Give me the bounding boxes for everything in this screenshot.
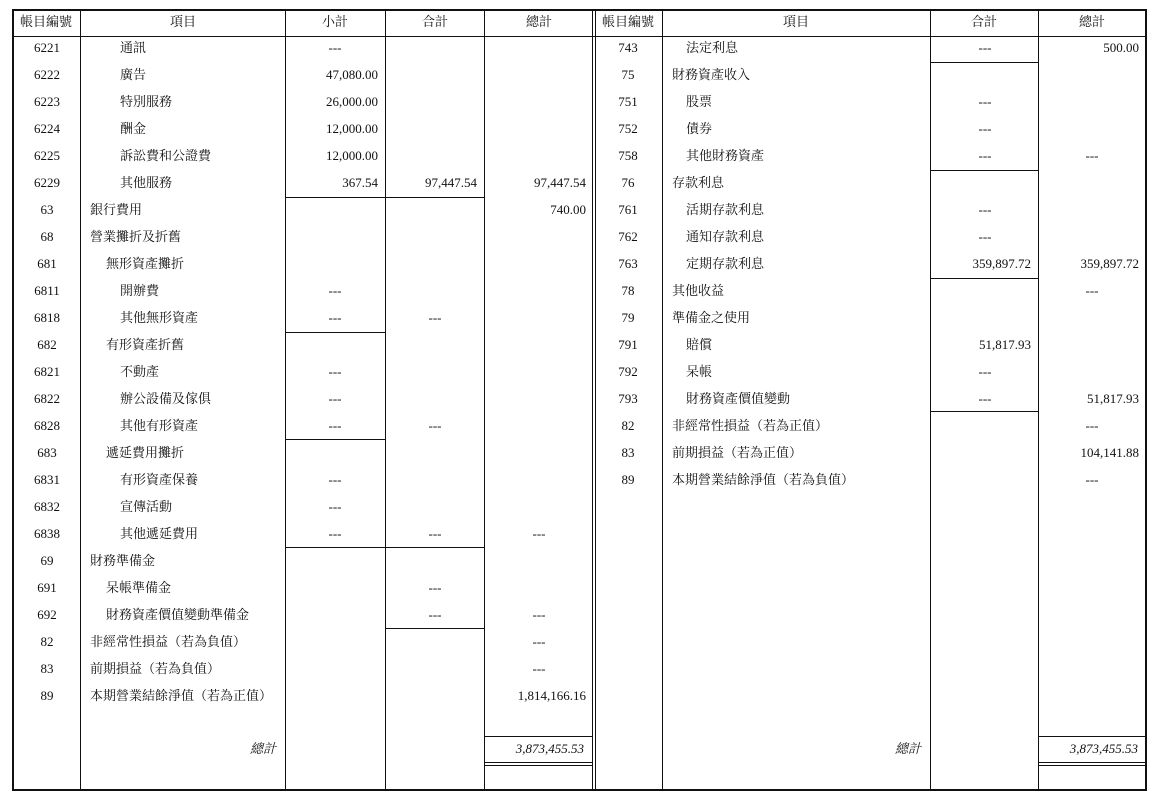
row-account-code: 76: [621, 175, 635, 190]
row-item-label: 有形資產折舊: [106, 337, 185, 352]
row-item-label: 呆帳準備金: [106, 580, 172, 595]
row-sum: 359,897.72: [972, 256, 1031, 271]
group-separator-rule: [286, 547, 385, 548]
group-separator-rule: [931, 62, 1038, 63]
footer-grand-total: 3,873,455.53: [1069, 741, 1138, 756]
row-item-label: 定期存款利息: [686, 256, 765, 271]
row-item-label: 本期營業結餘淨值（若為負值）: [672, 472, 855, 487]
row-item-label: 遞延費用攤折: [106, 445, 185, 460]
row-account-code: 681: [37, 256, 57, 271]
row-sum: ---: [428, 418, 442, 433]
header-item: 項目: [169, 14, 197, 29]
row-item-label: 活期存款利息: [686, 202, 765, 217]
row-item-label: 宣傳活動: [120, 499, 173, 514]
row-item-label: 營業攤折及折舊: [90, 229, 182, 244]
column-divider: [484, 9, 485, 791]
row-sum: ---: [428, 580, 442, 595]
column-divider: [1145, 9, 1147, 791]
row-account-code: 691: [37, 580, 57, 595]
row-item-label: 前期損益（若為負值）: [90, 661, 221, 676]
row-total: ---: [532, 607, 546, 622]
footer-grand-total: 3,873,455.53: [515, 741, 584, 756]
row-account-code: 751: [618, 94, 638, 109]
row-account-code: 743: [618, 40, 638, 55]
group-separator-rule: [386, 547, 484, 548]
header-total: 總計: [1078, 14, 1106, 29]
grand-total-double-rule: [485, 765, 592, 766]
row-total: ---: [1085, 418, 1099, 433]
row-account-code: 83: [40, 661, 54, 676]
row-sum: 51,817.93: [979, 337, 1031, 352]
row-account-code: 793: [618, 391, 638, 406]
column-divider: [595, 9, 596, 791]
row-item-label: 前期損益（若為正值）: [672, 445, 803, 460]
column-divider: [12, 9, 14, 791]
row-subtotal: ---: [328, 40, 342, 55]
column-divider: [930, 9, 931, 791]
row-account-code: 6224: [34, 121, 60, 136]
row-sum: 97,447.54: [425, 175, 477, 190]
row-account-code: 761: [618, 202, 638, 217]
row-item-label: 準備金之使用: [672, 310, 751, 325]
row-subtotal: 47,080.00: [326, 67, 378, 82]
row-sum: ---: [978, 94, 992, 109]
header-item: 項目: [782, 14, 810, 29]
row-item-label: 辦公設備及傢俱: [120, 391, 212, 406]
column-divider: [80, 9, 81, 791]
row-account-code: 762: [618, 229, 638, 244]
row-account-code: 6822: [34, 391, 60, 406]
footer-total-label: 總計: [249, 741, 276, 756]
row-sum: ---: [428, 310, 442, 325]
row-account-code: 6821: [34, 364, 60, 379]
row-sum: ---: [978, 148, 992, 163]
row-account-code: 6221: [34, 40, 60, 55]
row-total: 1,814,166.16: [517, 688, 586, 703]
grand-total-double-rule: [1039, 765, 1145, 766]
row-sum: ---: [978, 40, 992, 55]
row-account-code: 792: [618, 364, 638, 379]
group-separator-rule: [931, 170, 1038, 171]
row-account-code: 68: [40, 229, 54, 244]
row-account-code: 6811: [34, 283, 60, 298]
row-item-label: 有形資產保養: [120, 472, 199, 487]
row-sum: ---: [978, 229, 992, 244]
group-separator-rule: [386, 197, 484, 198]
column-divider: [662, 9, 663, 791]
row-account-code: 682: [37, 337, 57, 352]
row-subtotal: ---: [328, 364, 342, 379]
table-bottom-border: [12, 789, 1146, 791]
row-account-code: 6229: [34, 175, 60, 190]
table-top-border: [12, 9, 1146, 11]
row-subtotal: 367.54: [342, 175, 378, 190]
row-account-code: 89: [40, 688, 54, 703]
row-item-label: 其他遞延費用: [120, 526, 199, 541]
row-account-code: 82: [621, 418, 635, 433]
row-account-code: 6828: [34, 418, 60, 433]
row-item-label: 特別服務: [120, 94, 173, 109]
header-sum: 合計: [970, 14, 998, 29]
header-total: 總計: [525, 14, 553, 29]
row-subtotal: ---: [328, 418, 342, 433]
row-total: 359,897.72: [1080, 256, 1139, 271]
row-account-code: 78: [621, 283, 635, 298]
column-divider: [592, 9, 593, 791]
row-item-label: 財務資產價值變動: [686, 391, 791, 406]
row-item-label: 通訊: [120, 40, 147, 55]
row-item-label: 無形資產攤折: [106, 256, 185, 271]
column-divider: [1038, 9, 1039, 791]
row-subtotal: ---: [328, 472, 342, 487]
row-account-code: 692: [37, 607, 57, 622]
row-subtotal: ---: [328, 283, 342, 298]
row-total: 97,447.54: [534, 175, 586, 190]
row-sum: ---: [978, 364, 992, 379]
row-item-label: 通知存款利息: [686, 229, 765, 244]
row-account-code: 752: [618, 121, 638, 136]
row-subtotal: ---: [328, 526, 342, 541]
row-sum: ---: [428, 526, 442, 541]
row-total: 51,817.93: [1087, 391, 1139, 406]
row-account-code: 6222: [34, 67, 60, 82]
row-account-code: 791: [618, 337, 638, 352]
row-item-label: 法定利息: [686, 40, 739, 55]
row-account-code: 79: [621, 310, 635, 325]
row-subtotal: ---: [328, 499, 342, 514]
row-item-label: 訴訟費和公證費: [120, 148, 212, 163]
row-subtotal: 26,000.00: [326, 94, 378, 109]
row-total: ---: [532, 661, 546, 676]
footer-total-label: 總計: [894, 741, 921, 756]
row-total: ---: [1085, 148, 1099, 163]
row-account-code: 69: [40, 553, 54, 568]
group-separator-rule: [386, 628, 484, 629]
row-item-label: 開辦費: [120, 283, 160, 298]
group-separator-rule: [931, 278, 1038, 279]
row-total: ---: [1085, 472, 1099, 487]
row-total: 500.00: [1103, 40, 1139, 55]
header-subtotal: 小計: [321, 14, 349, 29]
row-sum: ---: [978, 202, 992, 217]
row-account-code: 763: [618, 256, 638, 271]
row-subtotal: 12,000.00: [326, 148, 378, 163]
row-account-code: 63: [40, 202, 54, 217]
row-account-code: 89: [621, 472, 635, 487]
row-sum: ---: [978, 121, 992, 136]
grand-total-top-rule: [1039, 736, 1145, 737]
row-item-label: 非經常性損益（若為正值）: [672, 418, 829, 433]
grand-total-double-rule: [1039, 762, 1145, 763]
row-item-label: 呆帳: [686, 364, 713, 379]
group-separator-rule: [286, 439, 385, 440]
row-account-code: 82: [40, 634, 54, 649]
row-subtotal: 12,000.00: [326, 121, 378, 136]
row-item-label: 其他財務資產: [686, 148, 765, 163]
row-total: ---: [1085, 283, 1099, 298]
row-subtotal: ---: [328, 310, 342, 325]
header-account-code: 帳目編號: [19, 14, 73, 29]
group-separator-rule: [286, 197, 385, 198]
row-subtotal: ---: [328, 391, 342, 406]
row-account-code: 6831: [34, 472, 60, 487]
row-sum: ---: [428, 607, 442, 622]
row-item-label: 本期營業結餘淨值（若為正值）: [90, 688, 273, 703]
row-sum: ---: [978, 391, 992, 406]
row-total: ---: [532, 634, 546, 649]
row-item-label: 其他有形資產: [120, 418, 199, 433]
group-separator-rule: [931, 411, 1038, 412]
row-item-label: 不動產: [120, 364, 160, 379]
row-item-label: 其他服務: [120, 175, 173, 190]
row-account-code: 683: [37, 445, 57, 460]
row-account-code: 6223: [34, 94, 60, 109]
row-total: ---: [532, 526, 546, 541]
row-account-code: 75: [621, 67, 635, 82]
row-item-label: 財務資產價值變動準備金: [106, 607, 250, 622]
row-item-label: 財務準備金: [90, 553, 156, 568]
row-total: 104,141.88: [1080, 445, 1139, 460]
grand-total-double-rule: [485, 762, 592, 763]
row-item-label: 存款利息: [672, 175, 725, 190]
row-account-code: 6225: [34, 148, 60, 163]
group-separator-rule: [286, 332, 385, 333]
row-item-label: 其他收益: [672, 283, 725, 298]
header-rule: [12, 36, 1146, 37]
row-item-label: 酬金: [120, 121, 147, 136]
row-item-label: 債券: [686, 121, 713, 136]
column-divider: [285, 9, 286, 791]
row-account-code: 758: [618, 148, 638, 163]
row-account-code: 83: [621, 445, 635, 460]
row-item-label: 銀行費用: [90, 202, 143, 217]
row-account-code: 6832: [34, 499, 60, 514]
row-item-label: 其他無形資產: [120, 310, 199, 325]
column-divider: [385, 9, 386, 791]
row-item-label: 股票: [686, 94, 713, 109]
grand-total-top-rule: [485, 736, 592, 737]
row-item-label: 廣告: [120, 67, 147, 82]
row-account-code: 6818: [34, 310, 60, 325]
header-sum: 合計: [421, 14, 449, 29]
row-account-code: 6838: [34, 526, 60, 541]
row-item-label: 賠償: [686, 337, 713, 352]
row-total: 740.00: [550, 202, 586, 217]
row-item-label: 財務資產收入: [672, 67, 751, 82]
header-account-code: 帳目編號: [601, 14, 655, 29]
row-item-label: 非經常性損益（若為負值）: [90, 634, 247, 649]
